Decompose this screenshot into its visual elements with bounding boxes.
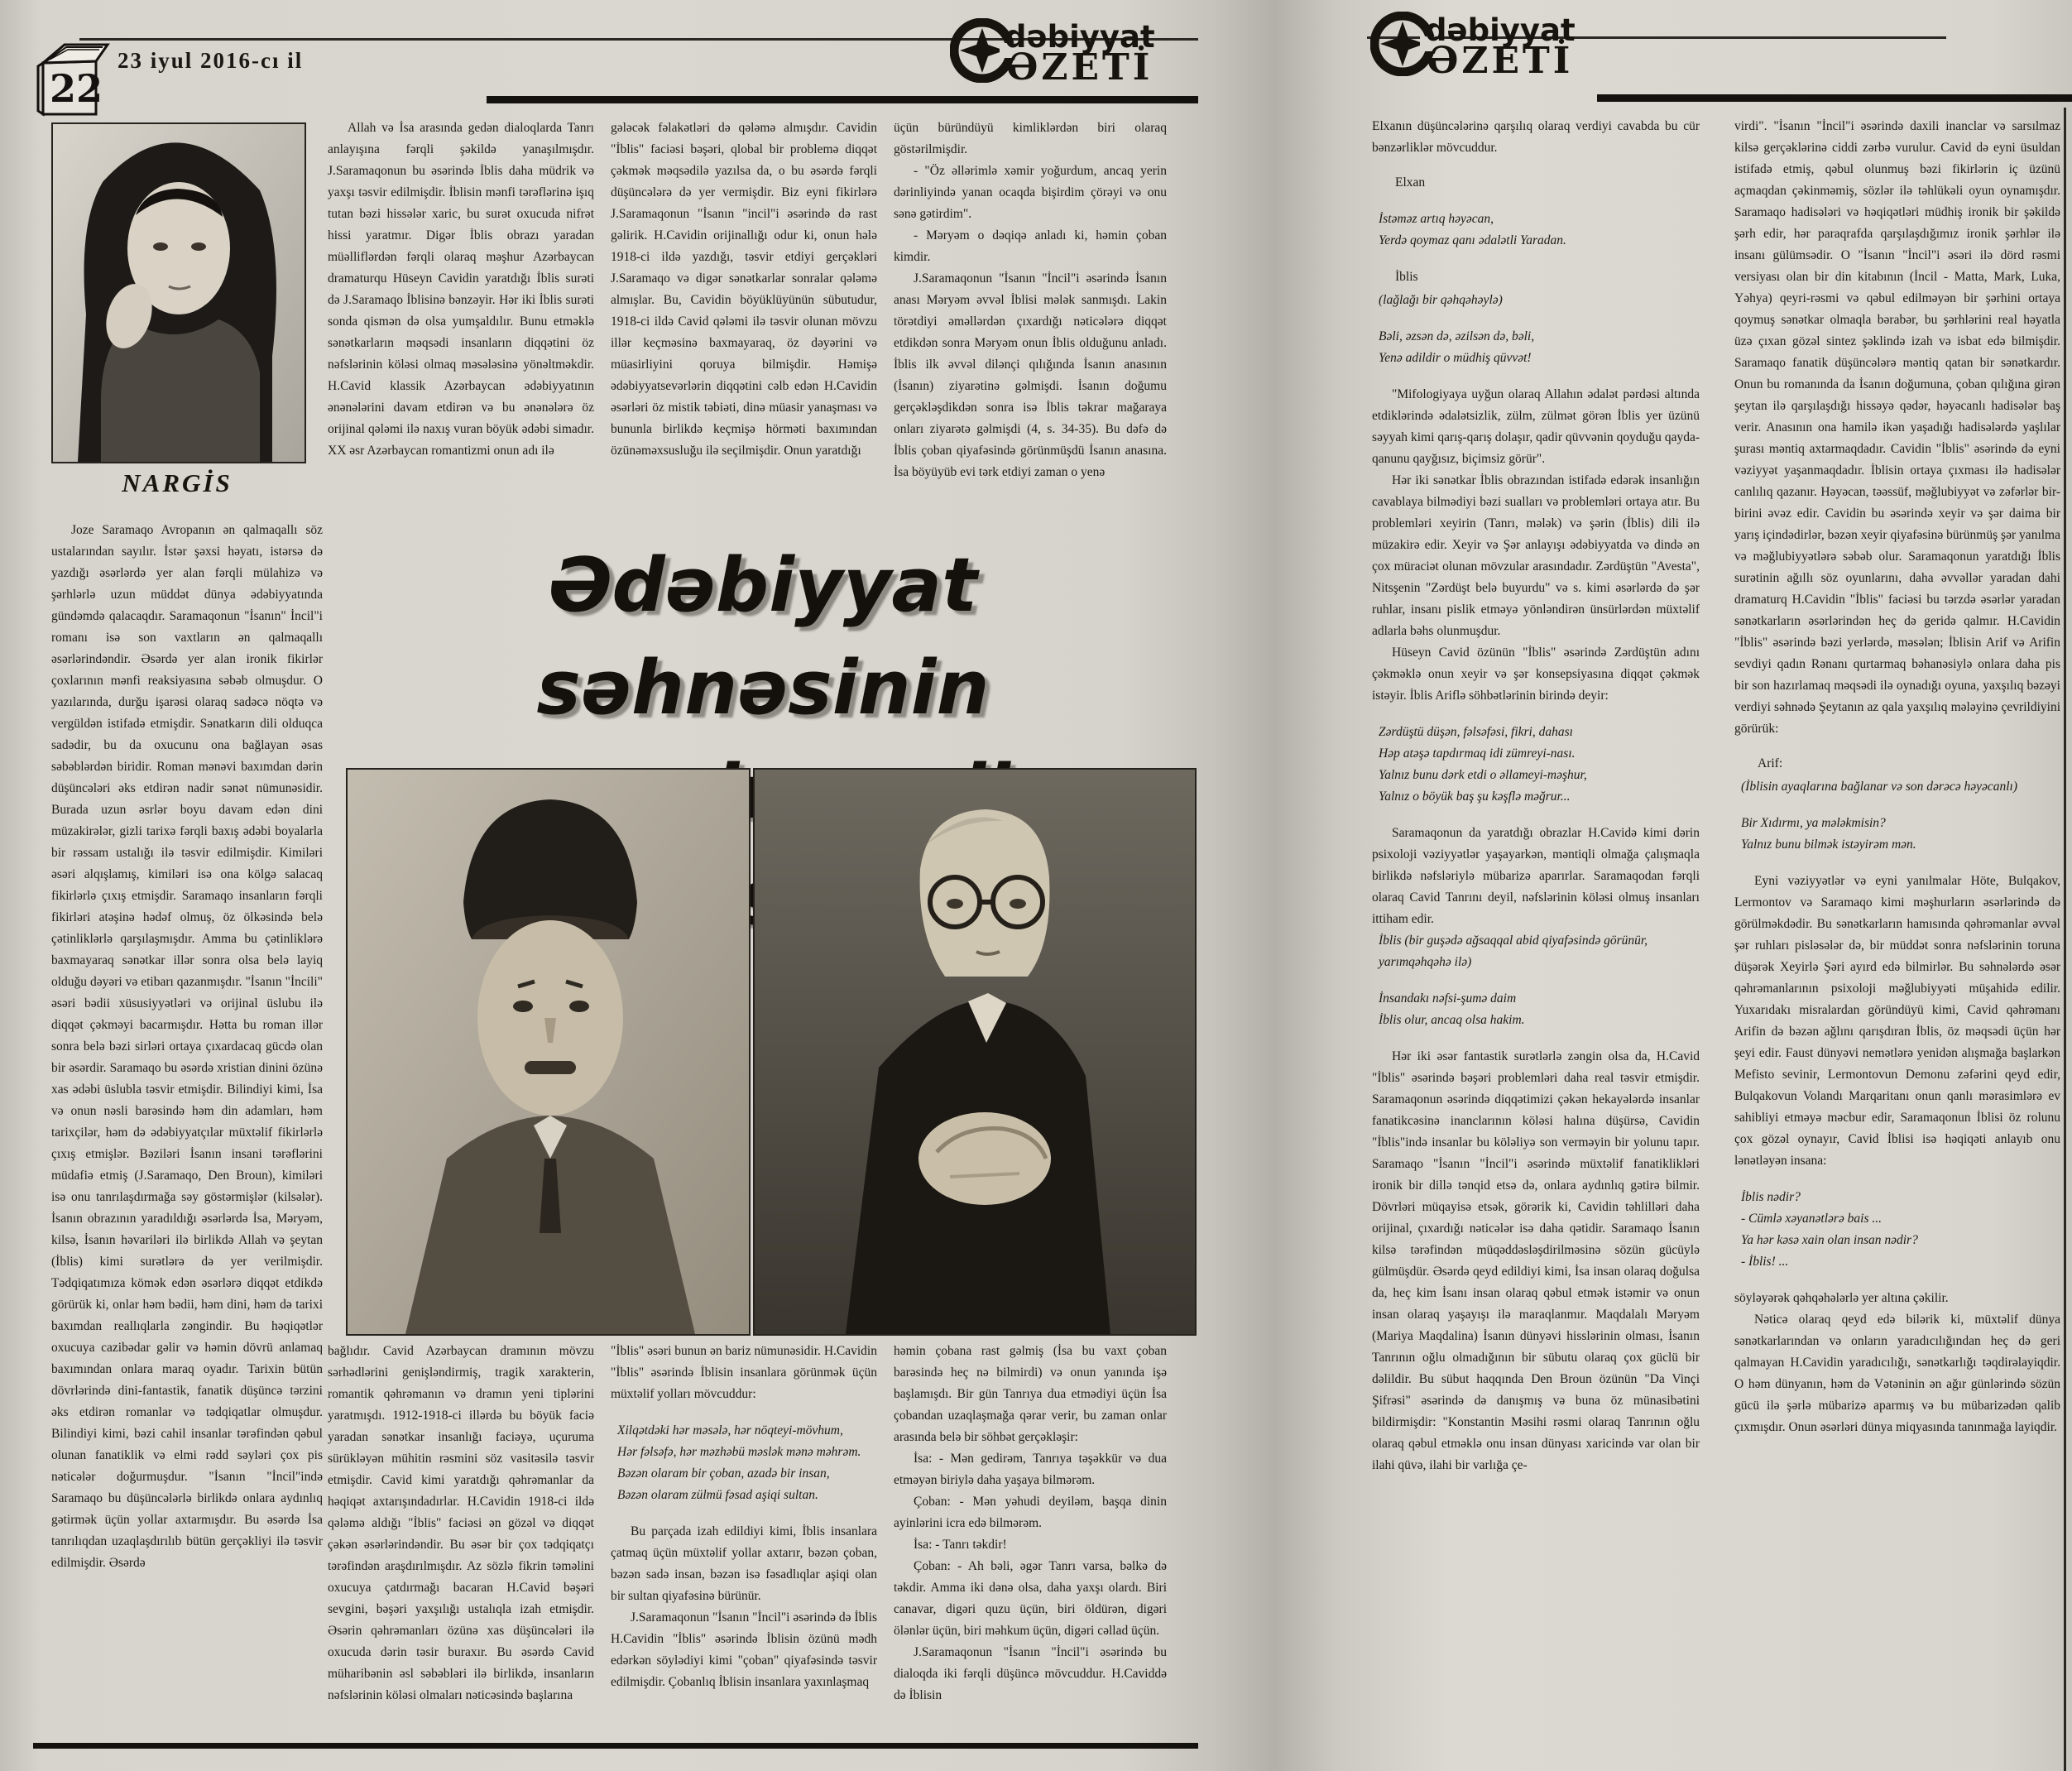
text-column-right-b: [1734, 116, 2060, 1749]
text-column-3-bottom: [611, 1341, 877, 1741]
stage-direction: İblis (bir guşədə ağsaqqal abid qiyafəsində görünür, yarımqəhqəhə ilə): [1379, 933, 1648, 969]
page-number-book-icon: [31, 38, 111, 121]
paragraph: "İblis" əsəri bunun ən bariz nümunəsidir. H.Cavidin "İblis" əsərində İblisin insanlara görünmək üçün müxtəlif yolları mövcuddur:: [611, 1344, 877, 1401]
text-column-2-top: [328, 118, 594, 531]
text-column-4-top: [894, 118, 1167, 531]
paragraph: Hər iki sənətkar İblis obrazından istifadə edərək insanlığın cavablaya bilmədiyi bəzi sualları və problemləri ortaya atır. Bu problemləri xeyirin (Tanrı, mələk) və şərin (İblis) dili ilə müzakirə edir. Xeyir və Şər anlayışı ədəbiyyatda və dində ən çox müraciət olunan mövzular arasındadır. Zərdüştün "Avesta", Nitsşenin "Zərdüşt belə buyurdu" və s. kimi əsərlərdə də şər ruhlar, insanı pislik etməyə yönləndirən ünsürlərdən müxtəlif adlarla bəhs olunmuşdur.: [1372, 473, 1700, 638]
footer-rule-left-page: [33, 1743, 1198, 1749]
article-headline: [328, 535, 1198, 756]
fur-hat-portrait-image: [348, 770, 749, 1334]
photo-elderly-man-glasses: [753, 768, 1197, 1336]
glasses-portrait-image: [755, 770, 1195, 1334]
logo-word-bottom: ƏZETİ: [1006, 46, 1154, 89]
paragraph: Hüseyn Cavid özünün "İblis" əsərində Zərdüştün adını çəkməklə onun xeyir və şər konsepsiyasına diqqət çəkmək istəyir. İblis Ariflə söhbətlərinin birində deyir:: [1372, 646, 1700, 703]
paragraph: J.Saramaqonun "İsanın "İncil"i əsərində İsanın anası Məryəm əvvəl İblisi mələk sanmışdı. Lakin törətdiyi əməllərdən çıxardığı nəticələrə diqqət etdikdən sonra Məryəm onun İblis olduğunu anladı. İblis ilk əvvəl dilənçi qılığında İsanın anasının (İsanın) ziyarətinə gəlmişdi. İsanın doğumu gerçəkləşdikdən sonra isə İblis təkrar mağaraya onları ziyarətə gəlmişdi (4, s. 34-35). Bu dəfə də İblis çoban qiyafəsində görünmüşdü İsanın anasına. İsa böyüyüb evi tərk etdiyi zaman o yenə: [894, 271, 1167, 479]
speaker-label: İblis: [1395, 270, 1418, 284]
header-thick-rule-right: [1597, 94, 2072, 102]
paragraph: J.Saramaqonun "İsanın "İncil"i əsərində də İblis H.Cavidin "İblis" əsərində İblisin özünü mədh edərkən söylədiyi kimi "çoban" qiyafəsində təsvir edilmişdir. Çobanlıq İblisin insanlara yaxınlaşmaq: [611, 1610, 877, 1689]
text-column-2-bottom: [328, 1341, 594, 1741]
verse: Zərdüştü düşən, fəlsəfəsi, fikri, dahası Həp atəşə tapdırmaq idi zümreyi-nası. Yalnız bunu dərk etdi o əllameyi-məşhur, Yalnız o böyük baş şu kəşflə məğrur...: [1379, 725, 1587, 804]
logo-word-top: dəbiyyat: [1005, 19, 1155, 55]
page-number: 22: [50, 66, 103, 111]
paragraph: Nəticə olaraq qeyd edə bilərik ki, müxtəlif dünya sənətkarlarından və onların yaradıcılığından heç də geri qalmayan H.Cavidin yaradıcılığı, sənətkarlığı təqdirəlayiqdir. O həm dünyanın, həm də Vətəninin ən ağır günlərində sözün gücü ilə şərlə mübarizə aparmış və bu mübarizədən qalib çıxmışdır. Onun əsərləri dünya miqyasında tanınmağa layiqdir.: [1734, 1313, 2060, 1434]
paragraph: Eyni vəziyyətlər və eyni yanılmalar Höte, Bulqakov, Lermontov və Saramaqo kimi məşhurların əsərlərində də görülməkdədir. Bu sənətkarların hamısında qəhrəmanlar əvvəl şər ruhları pisləsələr də, bir müddət sonra nəfslərinin toruna düşərək Xeyirlə Şəri ayırd edə bilmirlər. Bu səhnələrdə əsər qəhrəmanlarının psixoloji məğlubiyyəti müşahidə edilir. Yuxarıdakı misralardan göründüyü kimi, Cavid qəhrəmanı Arifin də bəzən ağlını qarışdıran İblis, öz məqsədi üçün hər şeyi edir. Faust dünyəvi nemətlərə yenidən alışmağa başlarkən Mefisto sevinir, Lermontovun Demonu zəfərini qeyd edir, Bulqakovun Volandı Marqaritanı onun qanlı mərasimlərə ev sahibliyi etməyə məcbur edir, Saramaqonun İblisi öz rolunu çox gözəl oynayır, Cavid İblisi isə həqiqəti anlayıb onu lənətləyən insana:: [1734, 874, 2060, 1168]
newspaper-logo-right: [1370, 12, 1576, 82]
speaker-label: Elxan: [1395, 175, 1426, 190]
paragraph: J.Saramaqonun "İsanın "İncil"i əsərində bu dialoqda iki fərqli düşüncə mövcuddur. H.Caviddə də İblisin: [894, 1645, 1167, 1702]
paragraph: Bu parçada izah edildiyi kimi, İblis insanlara çatmaq üçün müxtəlif yollar axtarır, bəzən çoban, bəzən sadə insan, bəzən isə fəsadlıqlar aşiqi olan bir sultan qiyafəsinə bürünür.: [611, 1524, 877, 1603]
verse: Bəli, əzsən də, əzilsən də, bəli, Yenə adildir o müdhiş qüvvət!: [1379, 329, 1535, 365]
paragraph: - Məryəm o dəqiqə anladı ki, həmin çoban kimdir.: [894, 228, 1167, 264]
paragraph: Çoban: - Mən yəhudi deyiləm, başqa dinin ayinlərini icra edə bilmərəm.: [894, 1495, 1167, 1530]
photo-man-in-fur-hat: [346, 768, 751, 1336]
paragraph: Saramaqonun da yaratdığı obrazlar H.Cavidə kimi dərin psixoloji vəziyyətlər yaşayarkən, məntiqli olmağa çalışmaqla birlikdə nəfsləriylə mübarizə aparırlar. Saramaqodan fərqli olaraq Cavid Tanrını deyil, nəfslərinin köləsi olmuş insanları ittiham edir.: [1372, 826, 1700, 926]
paragraph: Çoban: - Ah bəli, əgər Tanrı varsa, bəlkə də təkdir. Amma iki dənə olsa, daha yaxşı olardı. Biri canavar, digəri quzu üçün, biri öldürən, digəri ölənlər üçün, biri məhkum üçün, digəri cəllad üçün.: [894, 1559, 1167, 1638]
verse: Xilqətdəki hər məsələ, hər nöqteyi-mövhum, Hər fəlsəfə, hər məzhəbü məslək mənə məhrəm. Bəzən olaram bir çoban, azadə bir insan, Bəzən olaram zülmü fəsad aşiqi sultan.: [617, 1423, 861, 1502]
stage-direction: (lağlağı bir qəhqəhəylə): [1379, 293, 1503, 307]
newspaper-logo-left: [950, 18, 1155, 89]
logo-word-bottom: ƏZETİ: [1427, 40, 1574, 82]
author-portrait-image: [53, 124, 305, 462]
issue-date: 23 iyul 2016-cı il: [118, 48, 304, 73]
author-name: NARGİS: [122, 468, 233, 497]
paragraph: İsa: - Tanrı təkdir!: [914, 1538, 1007, 1552]
speaker-label: Arif:: [1758, 756, 1783, 770]
paragraph: söyləyərək qəhqəhələrlə yer altına çəkilir.: [1734, 1291, 1949, 1305]
paragraph: bağlıdır. Cavid Azərbaycan dramının mövzu sərhədlərini genişləndirmiş, tragik xarakterin, romantik qəhrəmanın və dramın yeni tiplərini yaratmışdı. 1912-1918-ci illərdə bu böyük faciə yaradan sənətkar insanlığı faciəyə, uçuruma sürükləyən mühitin rəsmini söz vasitəsilə təsvir etmişdir. Cavid kimi yaratdığı qəhrəmanlar da həqiqət axtarışındadırlar. H.Cavidin 1918-ci ildə qələmə aldığı "İblis" faciəsi ən gözəl və diqqət çəkən əsərlərindəndir. Bu əsər bir çox tədqiqatçı tərəfindən araşdırılmışdır. Az sözlə fikrin təməlini oxucuya çatdırmağı bacaran H.Cavid bəşəri sevgini, bəşəri yaxşılığı ustalıqla izah etmişdir. Əsərin qəhrəmanları özünə xas düşüncələri ilə oxucuda dərin təsir buraxır. Bu əsərdə Cavid müharibənin əsl səbəbləri ilə birlikdə, insanların nəfslərinin köləsi olmaları nəticəsində başlarına: [328, 1344, 594, 1702]
paragraph: İsa: - Mən gedirəm, Tanrıya təşəkkür və dua etməyən biriylə daha yaşaya bilmərəm.: [894, 1452, 1167, 1487]
paragraph: həmin çobana rast gəlmiş (İsa bu vaxt çoban barəsində heç nə bilmirdi) və onun yanında işə başlamışdı. Bir gün Tanrıya dua etmədiyi üçün İsa çobandan uzaqlaşmağa qərar verir, bu zaman onlar arasında belə bir söhbət gerçəkləşir:: [894, 1344, 1167, 1444]
page-edge-rule: [2064, 108, 2066, 1771]
verse: İnsandakı nəfsi-şumə daim İblis olur, ancaq olsa hakim.: [1379, 991, 1525, 1027]
paragraph: Allah və İsa arasında gedən dialoqlarda Tanrı anlayışına fərqli şəkildə yanaşılmışdır. J.Saramaqonun bu əsərində İblis daha müdrik və yaxşı təsvir edilmişdir. İblisin mənfi tərəflərinə işıq tutan bəzi hissələr xaric, bu surət oxucuda nifrət hissi yaratmır. Digər İblis obrazı yaradan müəlliflərdən fərqli olaraq məşhur Azərbaycan dramaturqu Hüseyn Cavidin yaratdığı İblis surəti də J.Saramaqo İblisinə bənzəyir. Hər iki İblis surəti sonda qismən də olsa yumşaldılır. Bunu etməklə sənətkarların məqsədi insanların diqqətini öz nəfslərinin köləsi olmaq məsələsinə yönəltməkdir. H.Cavid klassik Azərbaycan ədəbiyyatının ənənələrini davam etdirən və bu ənənələrə öz orijinal qələmi ilə naxış vuran böyük ədəbi simadır. XX əsr Azərbaycan romantizmi onun adı ilə: [328, 121, 594, 458]
text-column-4-bottom: [894, 1341, 1167, 1741]
paragraph: - "Öz əllərimlə xəmir yoğurdum, ancaq yerin dərinliyində yanan ocaqda bişirdim çörəyi və onu sənə gətirdim".: [894, 164, 1167, 221]
paragraph: Hər iki əsər fantastik surətlərlə zəngin olsa da, H.Cavid "İblis" əsərində bəşəri problemləri daha real təsvir etmişdir. Saramaqonun əsərində diqqətimizi çəkən hekayələrdə insanlar fanatikcəsinə inanclarının köləsi halına düşürsə, Cavidin "İblis"ində insanlar bu köləliyə son verməyin bir yolunu tapır. Saramaqo "İsanın "İncil"i əsərində müxtəlif fanatiklikləri ironik bir dillə tənqid etsə də, onlara aydınlıq gətirə bilmir. Dövrləri müqayisə etsək, görərik ki, Cavidin təhlilləri daha orijinal, çıxardığı nəticələr isə daha qətidir. Saramaqo İsanın kilsə tərəfindən müqəddəsləşdirilməsinə sözün gücüylə gülmüşdür. Əsərdə qeyd edildiyi kimi, İsa insan olaraq doğulsa da, heç kim İsanı insan olaraq qəbul etmək istəmir və onun insan olaraq yaşayışı ilə maraqlanmır. Maqdalalı Məryəm (Mariya Maqdalina) İsanın dünyəvi hisslərinin olması, İsanın Tanrının oğlu olmadığının bir sübutu olaraq çox güclü bir dəlildir. Bu sübut haqqında Den Broun özünün "Da Vinçi Şifrəsi" əsərində də danışmış və buna öz münasibətini bildirmişdir: "Konstantin Məsihi rəsmi olaraq Tanrının oğlu olaraq qəbul etməklə onu insan dünyası xaricində var olan bir ilahi qüvə, ilahi bir varlığa çe-: [1372, 1049, 1700, 1472]
headline-line-1: Ədəbiyyat səhnəsinin: [536, 542, 990, 732]
header-thick-rule-left: [487, 96, 1198, 103]
paragraph: Joze Saramaqo Avropanın ən qalmaqallı söz ustalarından sayılır. İstər şəxsi həyatı, istərsə də yazdığı əsərlərdə yer alan fərqli mülahizə və şərhlərlə uzun müddət dünya ədəbiyyatında gündəmdə qalacaqdır. Saramaqonun "İsanın" İncil"i romanı isə son vaxtların ən qalmaqallı əsərlərindəndir. Əsərdə yer alan ironik fikirlər çoxlarının mənfi reaksiyasına səbəb olmuşdur. O yazılarında, durğu işarəsi olaraq sadəcə nöqtə və vergüldən istifadə etmişdir. Sənatkarın dili olduqca sadədir, bu da oxucunu ona bağlayan əsas səbəblərdən biridir. Roman mənəvi baxımdan dərin düşüncələri əks etdirən nadir sənət nümunəsidir. Burada uzun əsrlər boyu davam edən dini müzakirələr, gizli tarixə fərqli baxış ədəbi boyalarla bir rəssam ustalığı ilə təsvir edilmişdir. Kimiləri əsəri alqışlamış, kimiləri isə ona kölgə salacaq fikirlərlə çıxış etmişdir. Saramaqo insanların fərqli fikirləri atəşinə hədəf olmuş, öz ölkəsində belə çətinliklərlə qarşılaşmışdır. Amma bu çətinliklərə baxmayaraq sənətkar illər sonra olsa belə layiq olduğu dəyəri və etibarı qazanmışdır. "İsanın "İncili" əsəri bədii xüsusiyyətləri və orijinal üslubu ilə diqqət çəkməyi bacarmışdır. Hətta bu roman illər sonra belə bəzi sirləri ortaya çıxardacaq gücdə olan bir əsərdir. Saramaqo bu əsərdə xristian dinini özünə xas ədəbi üslubla təsvir etmişdir. Bilindiyi kimi, İsa və onun nəsli barəsində həm din adamları, həm tarixçilər, həm də ədəbiyyatçılar müxtəlif fikirlərlə çıxış etmişlər. Bəziləri İsanın insani tərəflərini müdafiə etmiş (J.Saramaqo, Den Broun), kimiləri isə onu tanrılaşdırmağa səy göstərmişlər (kilsələr). İsanın obrazının yaradıldığı əsərlərdə İsa, Məryəm, kilsə, İsanın həvariləri ilə birlikdə Allah və şeytan (İblis) kimi surətlərə də yer verilmişdir. Tədqiqatımıza kömək edən əsərlərə diqqət etdikdə görürük ki, onlar həm bədii, həm dini, həm də tarixi baxımdan reallıqlarla zəngindir. Bu həqiqətlər oxucuya cazibədar gəlir və həmin dövrü anlamaq baxımından onlara maraq oyadır. Tarixin bütün dövrlərində dini-fantastik, fanatik düşüncə tərzini əks etdirən romanlar və tədqiqatlar olmuşdur. Bilindiyi kimi, bəzi cahil insanlar tərəfindən qəbul olunan fanatiklik və elmi rədd səyləri çox pis nəticələr doğurmuşdur. "İsanın "İncil"ində Saramaqo bu düşüncələrlə birlikdə onlara aydınlıq gətirmək üçün yollar axtarmışdır. Bu əsərdə İsa tanrılıqdan uzaqlaşdırılıb bütün gerçəkliyi ilə təsvir edilmişdir. Əsərdə: [51, 523, 323, 1570]
paragraph: "Mifologiyaya uyğun olaraq Allahın ədalət pərdəsi altında etdiklərində ədalətsizlik, zülm, zülmət görən İblis yer üzünü səyyah kimi qarış-qarış dolaşır, qadir qüvvənin qoyduğu qayda-qanunu qayğısız, biçimsiz görür".: [1372, 387, 1700, 466]
paragraph: Elxanın düşüncələrinə qarşılıq olaraq verdiyi cavabda bu cür bənzərliklər mövcuddur.: [1372, 119, 1700, 155]
paragraph: gələcək fəlakətləri də qələmə almışdır. Cavidin "İblis" faciəsi bəşəri, qlobal bir problemə diqqət çəkmək məqsədilə yazılsa da, o bu əsərdə fərqli düşüncələrə də yer vermişdir. Biz eyni fikirlərə J.Saramaqonun "İsanın "incil"i əsərində də rast gəlirik. H.Cavidin orijinallığı odur ki, onun hələ 1918-ci ildə yazdığı, təsvir etdiyi gerçəkləri J.Saramaqo və digər sənətkarlar sonralar qələmə almışlar. Bu, Cavidin böyüklüyünün sübutudur, 1918-ci ildə Cavid qələmi ilə təsvir olunan mövzu illər keçməsinə baxmayaraq, öz dəyərini və müasirliyini qoruya bilmişdir. Həmişə ədəbiyyatsevərlərin diqqətini cəlb edən H.Cavidin əsərləri öz mistik təbiəti, dinə müasir yanaşması və bununla birlikdə keçmişə hörməti baxımından özünəməxsusluğu ilə seçilmişdir. Onun yaratdığı: [611, 121, 877, 458]
verse: İstəməz artıq həyəcan, Yerdə qoymaz qanı ədalətli Yaradan.: [1379, 212, 1566, 247]
logo-word-top: dəbiyyat: [1425, 12, 1576, 48]
paragraph: virdi". "İsanın "İncil"i əsərində daxili inanclar və sarsılmaz kilsə gerçəklərinə ciddi zərbə vurulur. Cavid də eyni üsuldan istifadə etmiş, qəbul olunmuş bəzi fikirlərin iç üzünü açmaqdan çəkinməmiş, sözlər ilə təhlükəli oyun oynamışdır. Saramaqo hadisələri və həqiqətləri müdhiş ironik bir şəkildə şərh edir, hər paraqrafda qarşılaşdığımız ironik şərhlər ilə insanı gülümsədir. O "İsanın "İncil"i əsəri ilə dörd rəsmi versiyası olan bir din kitabının (İncil - Matta, Mark, Luka, Yəhya) qeyri-rəsmi və qəbul edilməyən bir şərhini ortaya qoymuş sənətkar olmaqla bərabər, bu şərhlərini real həyatla üzə çıxan gözəl sintez şəklində izah və isbat edə bilmişdir. Saramaqo fanatik düşüncələrə məntiq qatan bir sənətkardır. Onun bu romanında da İsanın doğumuna, çoban qılığına girən şeytan ilə qarşılaşdığı hissəyə qədər, həyəcanlı hadisələr baş verir. Anasının ona hamilə ikən yaşadığı hadisələrdə yaşlılar şurası məntiq axtarmaqdadır. Cavidin "İblis" əsərində də eyni vəziyyət yaşanmaqdadır. İblisin ortaya çıxması ilə hadisələr canlılıq qazanır. Həyəcan, təəssüf, məğlubiyyət və zəfərlər bir-birini əvəz edir. Cavidin bu əsərində xeyir və şər daima bir yarış içindədirlər, bəzən xeyir qiyafəsinə bürünmüş şər yanılma və məğlubiyyətlərə səbəb olur. Saramaqonun yaratdığı İblis surətinin ağıllı söz oyunlarını, daha əvvəllər yaradan dahi dramaturq H.Cavidin "İblis" faciəsi bu tərzdə əsərlər yaradan sənətkarların əsərlərindən heç də geridə qalmır. H.Cavidin "İblis" əsərində bəzi yerlərdə, məsələn; İblisin Arif və Arifin sevdiyi qadın Rənanı qurtarmaq bəhanəsiylə onlara daha pis bir son hazırlamaq məqsədi ilə oynadığı oyuna, yaxşılıq bəzəyi verdiyi səhnədə Şeytanın az qala yaxşılıq mələyinə çevrildiyini görürük:: [1734, 119, 2060, 736]
paragraph: üçün büründüyü kimliklərdən biri olaraq göstərilmişdir.: [894, 121, 1167, 156]
text-column-right-a: [1372, 116, 1700, 1749]
verse: Bir Xıdırmı, ya mələkmisin? Yalnız bunu bilmək istəyirəm mən.: [1741, 816, 1916, 852]
text-column-3-top: [611, 118, 877, 531]
stage-direction: (İblisin ayaqlarına bağlanar və son dərəcə həyəcanlı): [1741, 780, 2018, 794]
photo-author-portrait: [51, 122, 306, 463]
text-column-1: [51, 520, 323, 1741]
verse: İblis nədir? - Cümlə xəyanətlərə bais ... Ya hər kəsə xain olan insan nədir? - İblis! ...: [1741, 1190, 1918, 1269]
